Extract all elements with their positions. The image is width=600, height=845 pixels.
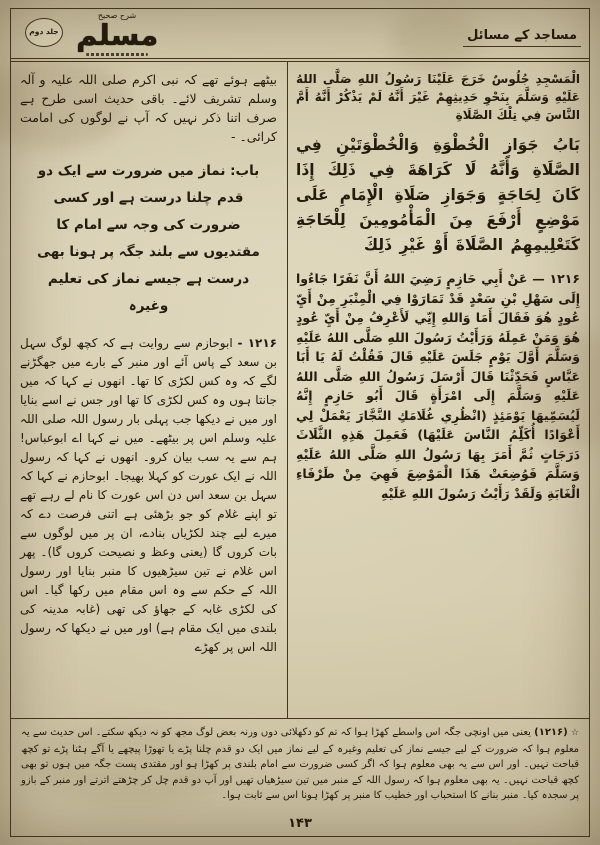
urdu-hadith-number: ۱۲۱۶ - bbox=[237, 336, 277, 350]
content-columns bbox=[11, 62, 589, 718]
series-label: شرح صحيح bbox=[97, 10, 137, 20]
header-section-title bbox=[463, 28, 581, 43]
footnote-section bbox=[11, 718, 589, 811]
arabic-hadith-number: ۱۲۱۶ — bbox=[532, 271, 581, 286]
book-title: مسلم bbox=[76, 17, 159, 52]
header-title-block bbox=[25, 10, 164, 56]
page-header bbox=[11, 9, 589, 62]
urdu-chapter-heading: باب: نماز میں ضرورت سے ایک دو قدم چلنا درست ہے اور کسی ضرورت کی وجہ سے امام کا مقتدیوں سے بلند جگہ پر ہونا بھی درست ہے جیسے نماز کی تعلیم وغیرہ bbox=[37, 163, 260, 314]
arabic-hadith-paragraph bbox=[296, 269, 580, 503]
arabic-hadith-text: عَنْ أَبِي حَازِمٍ رَضِيَ اللهُ أَنَّ نَفَرًا جَاءُوا إِلَى سَهْلِ بْنِ سَعْدٍ قَدْ تَمَارَوْا فِي الْمِنْبَرِ مِنْ أَيِّ عُودٍ هُوَ فَقَالَ أَمَا وَاللهِ إِنِّي لَأَعْرِفُ مِنْ أَيِّ عُودٍ هُوَ وَمَنْ عَمِلَهُ وَرَأَيْتُ رَسُولَ اللهِ صَلَّى اللهُ عَلَيْهِ وَسَلَّمَ أَوَّلَ يَوْمٍ جَلَسَ عَلَيْهِ قَالَ فَقُلْتُ لَهُ يَا أَبَا عَبَّاسٍ فَحَدِّثْنَا قَالَ أَرْسَلَ رَسُولُ اللهِ صَلَّى اللهُ عَلَيْهِ وَسَلَّمَ إِلَى امْرَأَةٍ قَالَ أَبُو حَازِمٍ إِنَّهُ لَيُسَمِّيهَا يَوْمَئِذٍ (انْظُرِي غُلَامَكِ النَّجَّارَ يَعْمَلْ لِي أَعْوَادًا أُكَلِّمُ النَّاسَ عَلَيْهَا) فَعَمِلَ هَذِهِ الثَّلَاثَ دَرَجَاتٍ ثُمَّ أَمَرَ بِهَا رَسُولُ اللهِ صَلَّى اللهُ عَلَيْهِ وَسَلَّمَ فَوُضِعَتْ هَذَا الْمَوْضِعَ فَهِيَ مِنْ طَرْفَاءِ الْغَابَةِ وَلَقَدْ رَأَيْتُ رَسُولَ اللهِ عَلَيْهِ bbox=[296, 271, 580, 501]
footnote-text: یعنی میں اونچی جگہ اس واسطے کھڑا ہوا کہ تم کو دکھلائی دوں ورنہ بعض لوگ مجھ کو نہ دیکھ سکتے۔ اس حدیث سے یہ معلوم ہوا کہ ضرورت کے لیے جیسے نماز کی تعلیم وغیرہ کے لیے نماز میں ایک دو قدم چلنا پڑے یا تھوڑا پیچھے یا آگے ہٹنا پڑے تو کچھ قباحت نہیں۔ اور اس سے یہ بھی معلوم ہوا کہ اگر کسی ضرورت سے امام بلندی پر کھڑا ہو اور مقتدی پست جگہ میں ہوں تو بھی کچھ قباحت نہیں۔ یہ بھی معلوم ہوا کہ رسول اللہ کے منبر میں تین سیڑھیاں تھیں اور آپ دو قدم چل کر چڑھتے اترتے اور منبر کے بازو پر سجدہ کیا۔ منبر بنانے کا استحباب اور خطیب کا منبر پر کھڑا ہونا اس سے ثابت ہوا۔ bbox=[21, 727, 579, 801]
arabic-continuation-text: الْمَسْجِدِ جُلُوسٌ خَرَجَ عَلَيْنَا رَسُولُ اللهِ صَلَّى اللهُ عَلَيْهِ وَسَلَّمَ بِنَحْوِ حَدِيثِهِمْ غَيْرَ أَنَّهُ لَمْ يَذْكُرْ أَنَّهُ أَمَّ النَّاسَ فِي تِلْكَ الصَّلَاةِ bbox=[296, 72, 580, 122]
arabic-chapter-heading: بَابُ جَوَازِ الْخُطْوَةِ وَالْخُطْوَتَيْنِ فِي الصَّلَاةِ وَأَنَّهُ لَا كَرَاهَةَ فِي ذَلِكَ إِذَا كَانَ لِحَاجَةٍ وَجَوَازِ صَلَاةِ الْإِمَامِ عَلَى مَوْضِعٍ أَرْفَعَ مِنَ الْمَأْمُومِينَ لِلْحَاجَةِ كَتَعْلِيمِهِمُ الصَّلَاةَ أَوْ غَيْرِ ذَلِكَ bbox=[296, 136, 580, 254]
page-number: ۱۴۳ bbox=[288, 816, 312, 831]
urdu-column bbox=[11, 62, 287, 718]
arabic-column bbox=[287, 62, 589, 718]
footnote-marker: (۱۲۱۶) bbox=[534, 727, 568, 738]
volume-stamp: جلد دوم bbox=[25, 18, 63, 47]
section-title-text: مساجد کے مسائل bbox=[463, 28, 581, 47]
page-frame bbox=[10, 8, 590, 837]
urdu-continuation-text: بیٹھے ہوئے تھے کہ نبی اکرم صلی اللہ علیہ و آلہ وسلم تشریف لائے۔ باقی حدیث اسی طرح ہے صرف اتنا ذکر نہیں کہ آپ نے لوگوں کی امامت کرائی۔ - bbox=[20, 72, 277, 144]
urdu-hadith-paragraph bbox=[20, 334, 277, 657]
book-title-calligraphy bbox=[70, 10, 164, 56]
footnote-star-icon: ☆ bbox=[570, 728, 580, 738]
urdu-hadith-text: ابوحازم سے روایت ہے کہ کچھ لوگ سہل بن سعد کے پاس آئے اور منبر کے بارے میں جھگڑنے لگے کہ وہ کس لکڑی کا تھا۔ انھوں نے کہا کہ میں جانتا ہوں وہ کس لکڑی کا تھا اور جس نے اسے بنایا اور میں نے دیکھا جب پہلی بار رسول اللہ صلی اللہ علیہ وسلم اس پر بیٹھے۔ میں نے کہا اے ابوعباس! ہم سے یہ سب بیان کرو۔ انھوں نے کہا کہ رسول اللہ نے ایک عورت کو کہلا بھیجا۔ ابوحازم نے کہا کہ سہل بن سعد اس دن اس عورت کا نام لے رہے تھے تو اپنے غلام کو جو بڑھئی ہے اتنی فرصت دے کہ میرے لیے چند لکڑیاں بنادے، ان پر میں لوگوں سے بات کروں گا (یعنی وعظ و نصیحت کروں گا)۔ پھر اس غلام نے تین سیڑھیوں کا منبر بنایا اور رسول اللہ کے حکم سے وہ اس مقام میں رکھا گیا۔ اس کی لکڑی غابہ کے جھاؤ کی تھی (غابہ مدینہ کی بلندی میں ایک مقام ہے) اور میں نے دیکھا کہ رسول اللہ اس پر کھڑے bbox=[20, 336, 277, 654]
title-flourish-ornament bbox=[86, 53, 148, 56]
